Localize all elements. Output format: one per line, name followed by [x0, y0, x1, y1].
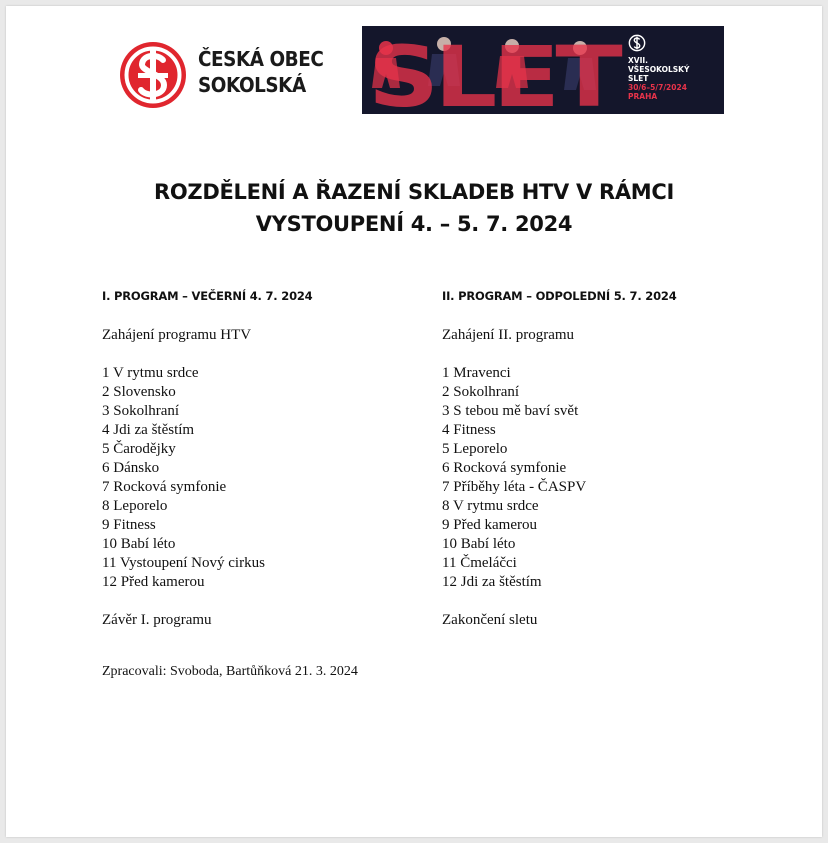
- program-2-column: [442, 288, 772, 630]
- document-title: [6, 176, 822, 240]
- sokol-logo: [118, 40, 334, 112]
- program-1-item: 4 Jdi za štěstím: [102, 422, 195, 438]
- program-2-item: 12 Jdi za štěstím: [442, 574, 542, 590]
- slet-event-info: [624, 34, 724, 110]
- slet-banner: [362, 26, 724, 114]
- slet-dates: 30/6–5/7/2024: [628, 83, 687, 92]
- program-1-item: 3 Sokolhraní: [102, 403, 180, 419]
- program-1-heading: I. PROGRAM – VEČERNÍ 4. 7. 2024: [102, 289, 313, 303]
- footer-note: Zpracovali: Svoboda, Bartůňková 21. 3. 2024: [102, 664, 358, 679]
- document-page: [6, 6, 822, 837]
- program-1-item: 10 Babí léto: [102, 536, 176, 552]
- program-1-item: 2 Slovensko: [102, 384, 176, 400]
- program-1-item: 5 Čarodějky: [102, 441, 176, 457]
- slet-word: SLET: [368, 28, 623, 114]
- document-title-line1: ROZDĚLENÍ A ŘAZENÍ SKLADEB HTV V RÁMCI: [153, 180, 674, 204]
- program-1-item: 8 Leporelo: [102, 498, 168, 514]
- program-2-item: 6 Rocková symfonie: [442, 460, 567, 476]
- program-1-list: [102, 364, 432, 592]
- slet-event-line1: VŠESOKOLSKÝ: [628, 65, 690, 74]
- program-1-item: 1 V rytmu srdce: [102, 365, 199, 381]
- program-2-item: 1 Mravenci: [442, 365, 511, 381]
- slet-event-line2: SLET: [628, 74, 649, 83]
- program-1-item: 9 Fitness: [102, 517, 156, 533]
- program-1-item: 6 Dánsko: [102, 460, 160, 476]
- program-2-item: 10 Babí léto: [442, 536, 516, 552]
- org-name-line1: ČESKÁ OBEC: [198, 47, 324, 71]
- sokol-emblem-icon: [118, 40, 188, 110]
- program-2-item: 5 Leporelo: [442, 441, 508, 457]
- slet-banner-art: [362, 26, 624, 114]
- program-2-list: [442, 364, 772, 592]
- slet-city: PRAHA: [628, 92, 658, 101]
- program-2-item: 11 Čmeláčci: [442, 555, 517, 571]
- program-2-outro: Zakončení sletu: [442, 612, 538, 628]
- org-name: [198, 46, 327, 98]
- program-1-item: 12 Před kamerou: [102, 574, 205, 590]
- document-title-line2: VYSTOUPENÍ 4. – 5. 7. 2024: [255, 212, 573, 236]
- org-name-line2: SOKOLSKÁ: [198, 73, 306, 97]
- program-2-item: 8 V rytmu srdce: [442, 498, 539, 514]
- program-1-column: [102, 288, 432, 630]
- program-2-heading: II. PROGRAM – ODPOLEDNÍ 5. 7. 2024: [442, 289, 677, 303]
- program-1-item: 7 Rocková symfonie: [102, 479, 227, 495]
- slet-edition: XVII.: [628, 56, 649, 65]
- program-1-item: 11 Vystoupení Nový cirkus: [102, 555, 265, 571]
- program-1-intro: Zahájení programu HTV: [102, 327, 252, 343]
- program-2-item: 7 Příběhy léta - ČASPV: [442, 479, 587, 495]
- program-2-item: 9 Před kamerou: [442, 517, 537, 533]
- program-1-outro: Závěr I. programu: [102, 612, 212, 628]
- program-2-item: 2 Sokolhraní: [442, 384, 520, 400]
- program-2-item: 4 Fitness: [442, 422, 496, 438]
- program-2-item: 3 S tebou mě baví svět: [442, 403, 579, 419]
- program-2-intro: Zahájení II. programu: [442, 327, 575, 343]
- slet-mark-icon: [628, 34, 646, 52]
